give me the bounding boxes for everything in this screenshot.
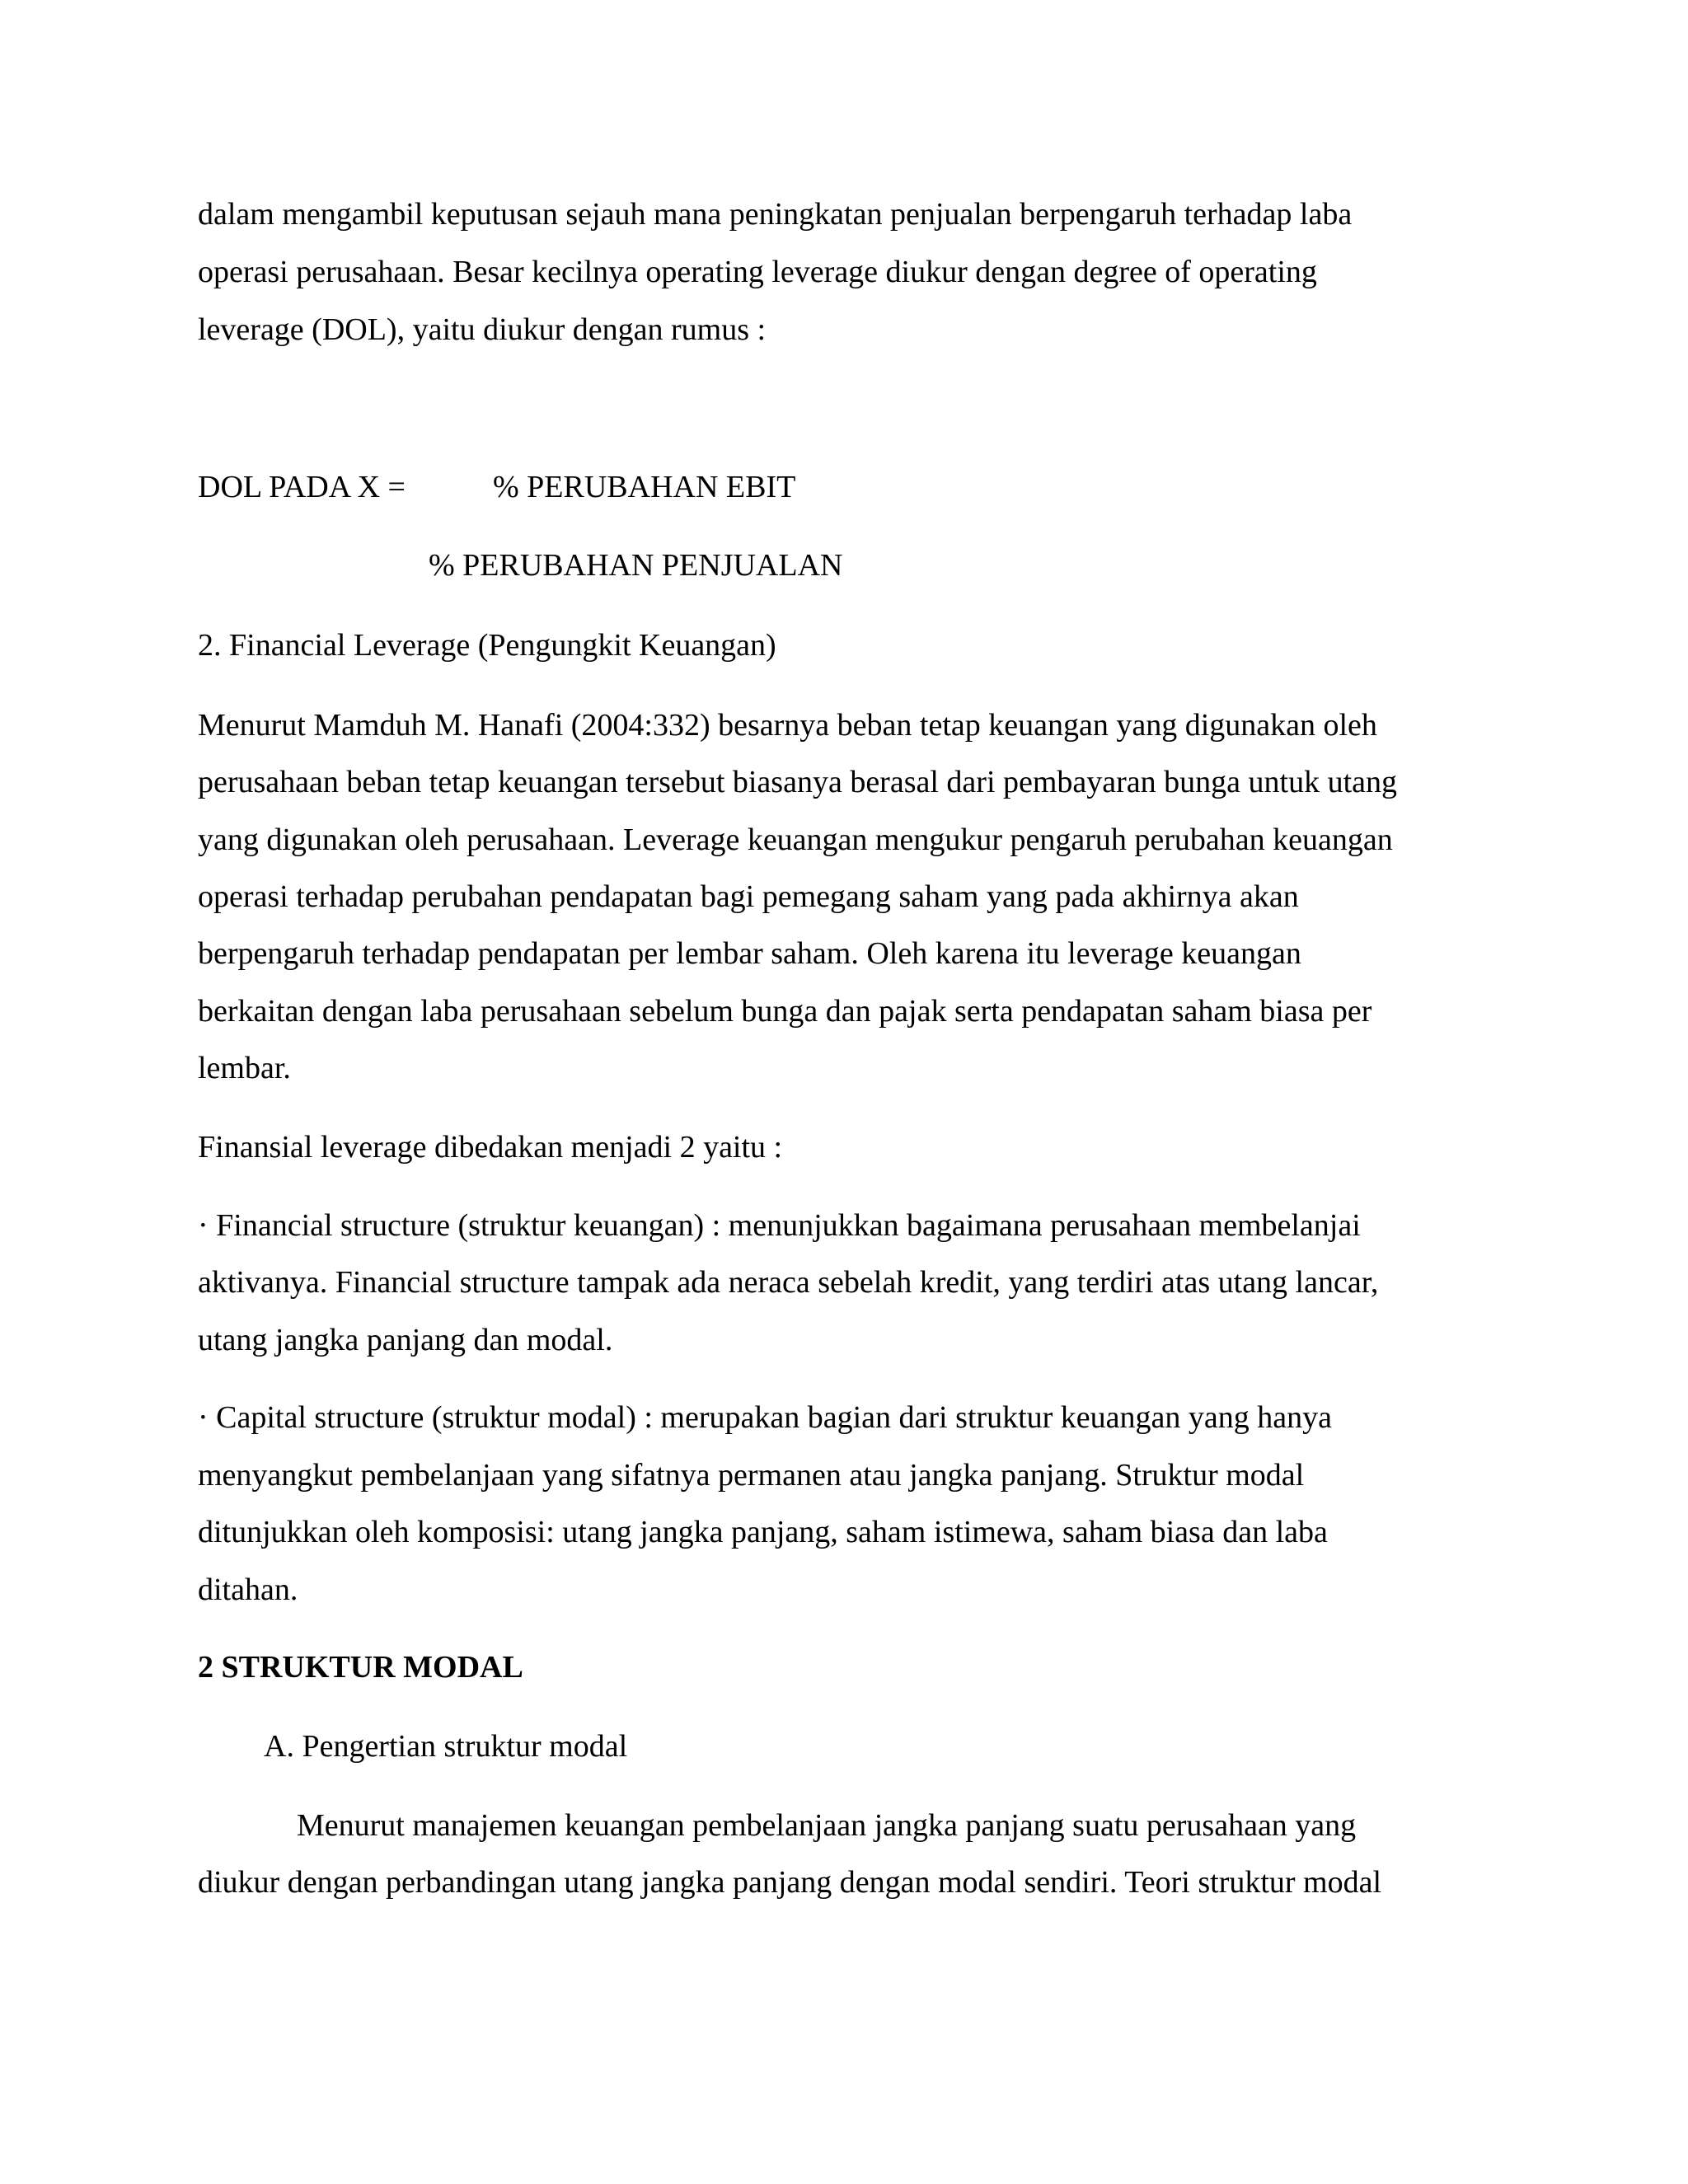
bullet-item-line: menyangkut pembelanjaan yang sifatnya permanen atau jangka panjang. Struktur modal bbox=[198, 1458, 1305, 1493]
bullet-item-line: utang jangka panjang dan modal. bbox=[198, 1323, 613, 1357]
paragraph-line: lembar. bbox=[198, 1051, 291, 1085]
bullet-item-line: · Financial structure (struktur keuangan) : menunjukkan bagaimana perusahaan membelanjai bbox=[198, 1208, 1361, 1243]
intro-line-3: leverage (DOL), yaitu diukur dengan rumus : bbox=[198, 312, 767, 347]
bullet-item-line: ditunjukkan oleh komposisi: utang jangka panjang, saham istimewa, saham biasa dan laba bbox=[198, 1515, 1328, 1549]
paragraph-line: diukur dengan perbandingan utang jangka panjang dengan modal sendiri. Teori struktur modal bbox=[198, 1865, 1382, 1900]
bullet-item-line: ditahan. bbox=[198, 1572, 298, 1607]
paragraph-line: Menurut manajemen keuangan pembelanjaan jangka panjang suatu perusahaan yang bbox=[297, 1808, 1357, 1843]
formula-numerator: % PERUBAHAN EBIT bbox=[493, 470, 796, 504]
intro-line-2: operasi perusahaan. Besar kecilnya operating leverage diukur dengan degree of operating bbox=[198, 255, 1317, 289]
struktur-modal-heading: 2 STRUKTUR MODAL bbox=[198, 1650, 523, 1685]
intro-line-1: dalam mengambil keputusan sejauh mana peningkatan penjualan berpengaruh terhadap laba bbox=[198, 197, 1353, 232]
paragraph-line: operasi terhadap perubahan pendapatan bagi pemegang saham yang pada akhirnya akan bbox=[198, 879, 1299, 914]
paragraph-line: Menurut Mamduh M. Hanafi (2004:332) besarnya beban tetap keuangan yang digunakan oleh bbox=[198, 708, 1377, 743]
bullet-item-line: · Capital structure (struktur modal) : merupakan bagian dari struktur keuangan yang hanya bbox=[198, 1400, 1332, 1435]
financial-leverage-heading: 2. Financial Leverage (Pengungkit Keuangan) bbox=[198, 628, 776, 663]
formula-denominator: % PERUBAHAN PENJUALAN bbox=[429, 548, 843, 583]
paragraph-line: yang digunakan oleh perusahaan. Leverage keuangan mengukur pengaruh perubahan keuangan bbox=[198, 823, 1393, 857]
paragraph-line: berpengaruh terhadap pendapatan per lembar saham. Oleh karena itu leverage keuangan bbox=[198, 936, 1301, 971]
paragraph-line: Finansial leverage dibedakan menjadi 2 yaitu : bbox=[198, 1130, 783, 1165]
bullet-item-line: aktivanya. Financial structure tampak ada neraca sebelah kredit, yang terdiri atas utang lancar, bbox=[198, 1265, 1379, 1300]
paragraph-line: berkaitan dengan laba perusahaan sebelum bunga dan pajak serta pendapatan saham biasa per bbox=[198, 994, 1372, 1029]
struktur-modal-subheading: A. Pengertian struktur modal bbox=[264, 1729, 628, 1764]
paragraph-line: perusahaan beban tetap keuangan tersebut biasanya berasal dari pembayaran bunga untuk utang bbox=[198, 765, 1398, 799]
formula-label: DOL PADA X = bbox=[198, 470, 406, 504]
